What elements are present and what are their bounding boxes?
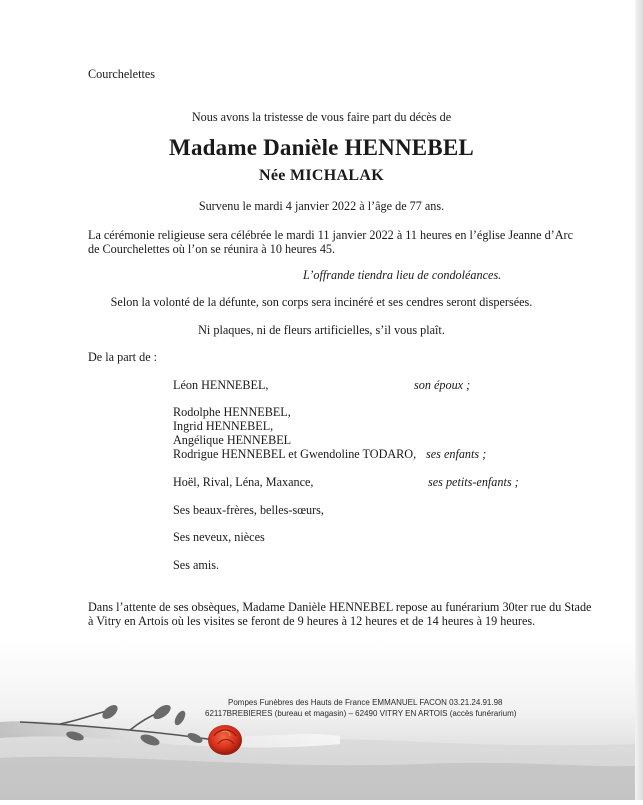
spouse-name: Léon HENNEBEL, bbox=[173, 378, 269, 392]
from-label: De la part de : bbox=[88, 350, 158, 364]
in-laws: Ses beaux-frères, belles-sœurs, bbox=[173, 503, 324, 517]
page-edge bbox=[635, 0, 643, 800]
nephews: Ses neveux, nièces bbox=[173, 530, 265, 544]
place: Courchelettes bbox=[88, 67, 156, 81]
death-info: Survenu le mardi 4 janvier 2022 à l’âge de 77 ans. bbox=[198, 199, 445, 213]
child-name: Angélique HENNEBEL bbox=[173, 433, 292, 447]
funerarium-line-2: à Vitry en Artois où les visites se feront de 9 heures à 12 heures et de 14 heures à 19 heures. bbox=[88, 614, 536, 628]
child-name: Rodolphe HENNEBEL, bbox=[173, 405, 291, 419]
friends: Ses amis. bbox=[173, 558, 220, 572]
ceremony-line-2: de Courchelettes où l’on se réunira à 10 heures 45. bbox=[88, 242, 336, 256]
child-name: Ingrid HENNEBEL, bbox=[173, 419, 274, 433]
grandchildren-names: Hoël, Rival, Léna, Maxance, bbox=[173, 475, 314, 489]
children-role: ses enfants ; bbox=[426, 447, 487, 461]
intro-text: Nous avons la tristesse de vous faire part du décès de bbox=[191, 110, 452, 124]
funerarium-line-1: Dans l’attente de ses obsèques, Madame Danièle HENNEBEL repose au funérarium 30ter rue du Stade bbox=[88, 600, 592, 614]
cremation-note: Selon la volonté de la défunte, son corps sera incinéré et ses cendres seront dispersées. bbox=[110, 295, 533, 309]
ceremony-line-1: La cérémonie religieuse sera célébrée le mardi 11 janvier 2022 à 11 heures en l’église Jeanne d’Arc bbox=[88, 228, 574, 242]
grandchildren-role: ses petits-enfants ; bbox=[428, 475, 519, 489]
footer-line-1: Pompes Funèbres des Hauts de France EMMANUEL FACON 03.21.24.91.98 bbox=[228, 698, 503, 707]
deceased-name: Madame Danièle HENNEBEL bbox=[169, 135, 474, 160]
footer-line-2: 62117BREBIERES (bureau et magasin) – 62490 VITRY EN ARTOIS (accès funérarium) bbox=[205, 709, 517, 718]
maiden-name: Née MICHALAK bbox=[259, 167, 384, 184]
footer-rose-image bbox=[0, 640, 635, 800]
no-flowers-note: Ni plaques, ni de fleurs artificielles, s’il vous plaît. bbox=[198, 323, 445, 337]
child-name: Rodrigue HENNEBEL et Gwendoline TODARO, bbox=[173, 447, 417, 461]
rose-flower bbox=[208, 725, 242, 755]
spouse-role: son époux ; bbox=[414, 378, 471, 392]
offering-note: L’offrande tiendra lieu de condoléances. bbox=[303, 268, 502, 282]
beach-rose-illustration bbox=[0, 640, 635, 800]
